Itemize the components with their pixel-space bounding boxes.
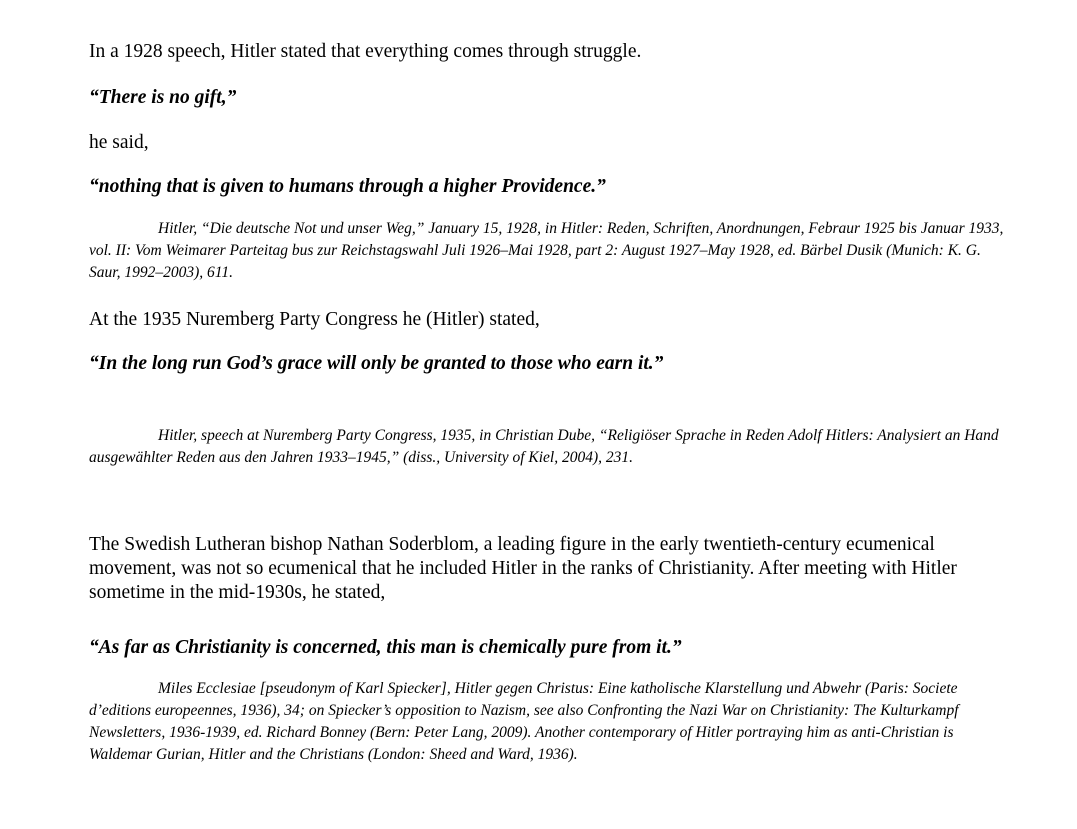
citation-miles-ecclesiae: Miles Ecclesiae [pseudonym of Karl Spiecker], Hitler gegen Christus: Eine katholische Klarstellung und Abwehr (Paris: Societe d’editions europeennes, 1936), 34; on Spiecker’s opposition to Nazism, see also Confronting the Nazi War on Christianity: The Kulturkampf Newsletters, 1936-1939, ed. Richard Bonney (Bern: Peter Lang, 2009). Another contemporary of Hitler portraying him as anti-Christian is Waldemar Gurian, Hitler and the Christians (London: Sheed and Ward, 1936). [89, 680, 959, 763]
quote-gods-grace: “In the long run God’s grace will only be granted to those who earn it.” [89, 353, 664, 374]
quote-chemically-pure: “As far as Christianity is concerned, this man is chemically pure from it.” [89, 637, 682, 658]
paragraph-1928-speech: In a 1928 speech, Hitler stated that everything comes through struggle. [89, 41, 642, 62]
citation-nuremberg-1935: Hitler, speech at Nuremberg Party Congress, 1935, in Christian Dube, “Religiöser Sprache in Reden Adolf Hitlers: Analysiert an Hand ausgewählter Reden aus den Jahren 1933–1945,” (diss., University of Kiel, 2004), 231. [89, 427, 999, 466]
paragraph-nuremberg-1935: At the 1935 Nuremberg Party Congress he (Hitler) stated, [89, 309, 540, 330]
quote-no-gift: “There is no gift,” [89, 87, 237, 108]
citation-1928-speech: Hitler, “Die deutsche Not und unser Weg,” January 15, 1928, in Hitler: Reden, Schriften, Anordnungen, Febraur 1925 bis Januar 1933, vol. II: Vom Weimarer Parteitag bus zur Reichstagswahl Juli 1926–Mai 1928, part 2: August 1927–May 1928, ed. Bärbel Dusik (Munich: K. G. Saur, 1992–2003), 611. [89, 220, 1004, 281]
paragraph-soderblom: The Swedish Lutheran bishop Nathan Soderblom, a leading figure in the early twentieth-century ecumenical movement, was not so ecumenical that he included Hitler in the ranks of Christianity. After meeting with Hitler sometime in the mid-1930s, he stated, [89, 534, 957, 603]
paragraph-he-said: he said, [89, 132, 149, 153]
quote-higher-providence: “nothing that is given to humans through a higher Providence.” [89, 176, 606, 197]
